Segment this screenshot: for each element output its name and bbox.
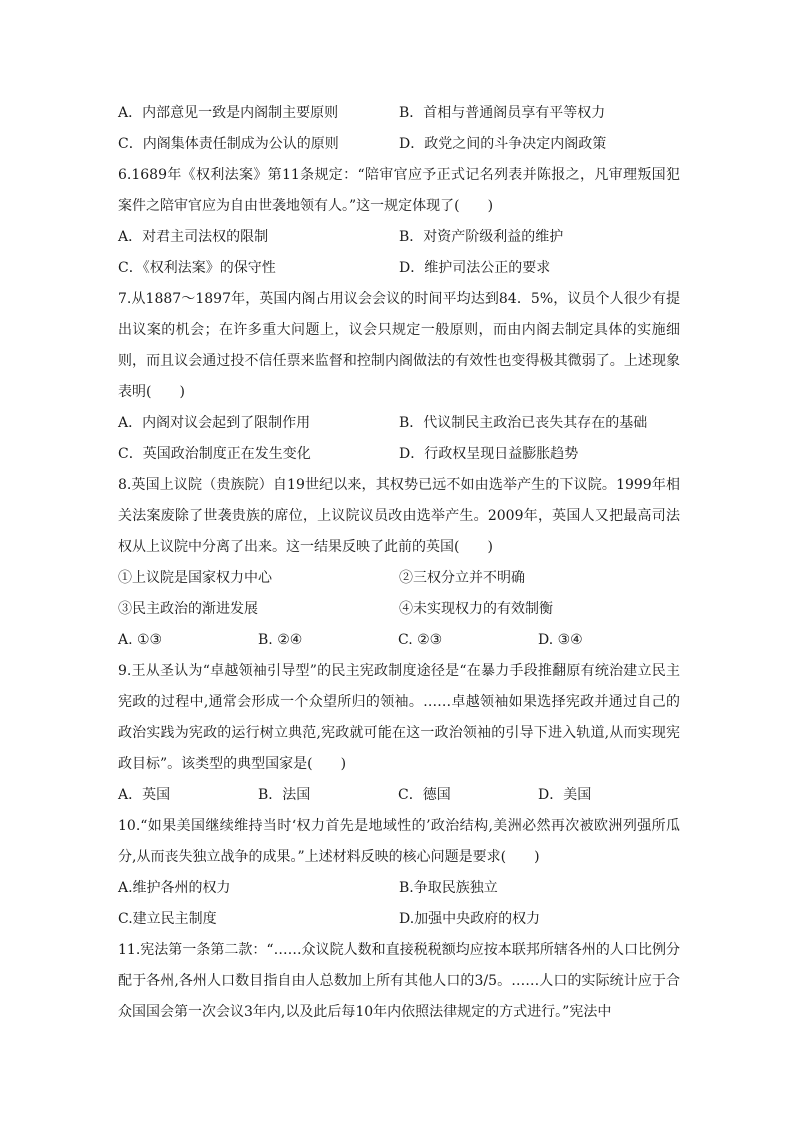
exam-content <box>118 98 680 1028</box>
question-8-items-row-1 <box>118 563 680 594</box>
question-6-option-a: A．对君主司法权的限制 <box>118 229 269 245</box>
question-7-options-row-2 <box>118 439 680 470</box>
question-8-stem: 8.英国上议院（贵族院）自19世纪以来，其权势已远不如由选举产生的下议院。1999年相关法案废除了世袭贵族的席位，上议院议员改由选举产生。2009年，英国人又把最高司法权从上议院中分离了出来。这一结果反映了此前的英国( ) <box>118 477 680 555</box>
question-8-answer-c: C. ②③ <box>398 632 443 648</box>
question-8-answer-d: D. ③④ <box>538 632 583 648</box>
question-8-item-4: ④未实现权力的有效制衡 <box>399 601 553 617</box>
question-8-answer-b: B. ②④ <box>258 632 303 648</box>
question-7-option-a: A．内阁对议会起到了限制作用 <box>118 415 311 431</box>
question-9-options-row <box>118 780 680 811</box>
question-10-options-row-1 <box>118 873 680 904</box>
question-7-option-c: C．英国政治制度正在发生变化 <box>118 446 311 462</box>
prev-option-a: A．内部意见一致是内阁制主要原则 <box>118 105 339 121</box>
question-7-option-d: D．行政权呈现日益膨胀趋势 <box>399 446 579 462</box>
prev-options-row-2 <box>118 129 680 160</box>
prev-option-b: B．首相与普通阁员享有平等权力 <box>399 105 606 121</box>
question-9-option-c: C．德国 <box>398 787 451 803</box>
question-10-option-a: A.维护各州的权力 <box>118 880 231 896</box>
question-8-answer-a: A. ①③ <box>118 632 163 648</box>
question-6-stem: 6.1689年《权利法案》第11条规定：“陪审官应予正式记名列表并陈报之，凡审理叛国犯案件之陪审官应为自由世袭地领有人。”这一规定体现了( ) <box>118 167 680 214</box>
question-7-stem: 7.从1887～1897年，英国内阁占用议会会议的时间平均达到84．5%，议员个人很少有提出议案的机会；在许多重大问题上，议会只规定一般原则，而由内阁去制定具体的实施细则，而且议会通过投不信任票来监督和控制内阁做法的有效性也变得极其微弱了。上述现象表明( ) <box>118 291 680 400</box>
question-8-items-row-2 <box>118 594 680 625</box>
question-8-item-1: ①上议院是国家权力中心 <box>118 570 272 586</box>
question-8-item-3: ③民主政治的渐进发展 <box>118 601 258 617</box>
question-10-stem: 10.“如果美国继续维持当时‘权力首先是地域性的’政治结构,美洲必然再次被欧洲列强所瓜分,从而丧失独立战争的成果。”上述材料反映的核心问题是要求( ) <box>118 818 680 865</box>
prev-option-c: C．内阁集体责任制成为公认的原则 <box>118 136 339 152</box>
question-7-options-row-1 <box>118 408 680 439</box>
question-9-stem: 9.王从圣认为“卓越领袖引导型”的民主宪政制度途径是“在暴力手段推翻原有统治建立民主宪政的过程中,通常会形成一个众望所归的领袖。……卓越领袖如果选择宪政并通过自己的政治实践为宪政的运行树立典范,宪政就可能在这一政治领袖的引导下进入轨道,从而实现宪政目标”。该类型的典型国家是( ) <box>118 663 680 772</box>
question-8-item-2: ②三权分立并不明确 <box>399 570 525 586</box>
question-9-option-a: A．英国 <box>118 787 171 803</box>
question-7-option-b: B．代议制民主政治已丧失其存在的基础 <box>399 415 648 431</box>
question-10-option-c: C.建立民主制度 <box>118 911 217 927</box>
question-10-option-b: B.争取民族独立 <box>399 880 498 896</box>
question-6-option-d: D．维护司法公正的要求 <box>399 260 551 276</box>
prev-options-row-1 <box>118 98 680 129</box>
question-6-options-row-1 <box>118 222 680 253</box>
question-10-options-row-2 <box>118 904 680 935</box>
question-8-answers-row <box>118 625 680 656</box>
question-9-option-d: D．美国 <box>538 787 592 803</box>
question-10-option-d: D.加强中央政府的权力 <box>399 911 541 927</box>
prev-option-d: D．政党之间的斗争决定内阁政策 <box>399 136 607 152</box>
question-6-option-b: B．对资产阶级利益的维护 <box>399 229 564 245</box>
question-9-option-b: B．法国 <box>258 787 311 803</box>
question-6-options-row-2 <box>118 253 680 284</box>
question-6-option-c: C．《权利法案》的保守性 <box>118 260 276 276</box>
question-11-stem: 11.宪法第一条第二款：“……众议院人数和直接税税额均应按本联邦所辖各州的人口比例分配于各州,各州人口数目指自由人总数加上所有其他人口的3/5。……人口的实际统计应于合众国国会第一次会议3年内,以及此后每10年内依照法律规定的方式进行。”宪法中 <box>118 942 680 1020</box>
